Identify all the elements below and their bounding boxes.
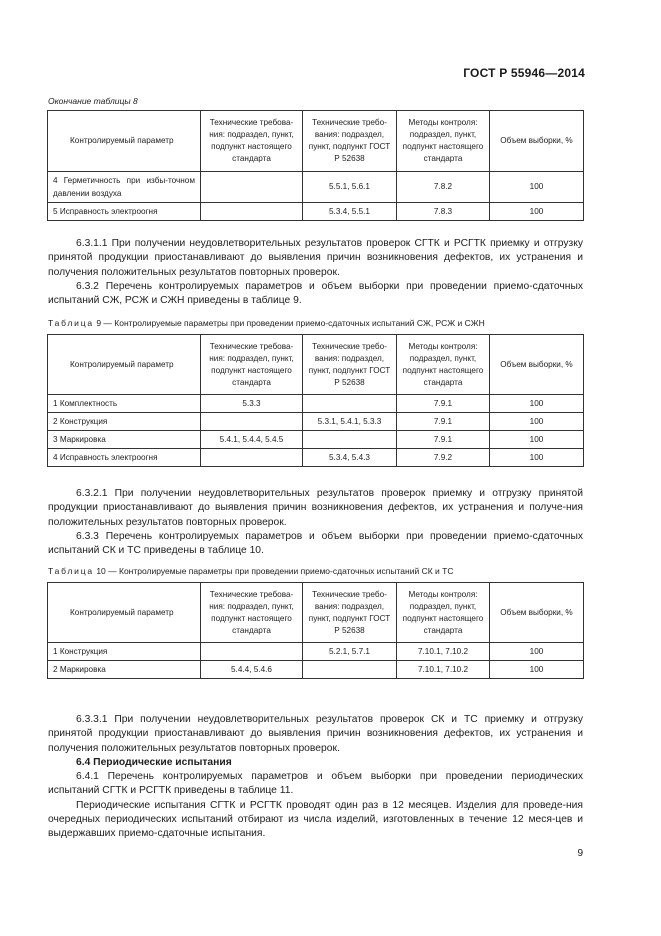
paragraph: 6.3.3.1 При получении неудовлетворительных результатов проверок СК и ТС приемку и отгрузку принятой продукции приостанавливают до выявления причин возникновения дефектов, их устранения и получения положительных результатов повторных проверок. <box>48 714 583 754</box>
table-cell: 3 Маркировка <box>48 431 201 449</box>
table-cell <box>201 203 303 221</box>
table-10 <box>47 582 584 679</box>
table-cell: 7.8.2 <box>397 172 490 203</box>
paragraph: 6.3.2.1 При получении неудовлетворительных результатов проверок приемку и отгрузку принятой продукции приостанавливают до выявления причин возникновения дефектов, их устранения и получе-ния положительных результатов повторных проверок. <box>48 488 583 528</box>
text-block-2 <box>48 487 583 558</box>
table10-caption <box>48 566 453 576</box>
table-row <box>48 431 584 449</box>
table-cell: 2 Конструкция <box>48 413 201 431</box>
table9-caption <box>48 318 485 328</box>
table-cell: 7.9.1 <box>397 431 490 449</box>
table-cell: 4 Исправность электроогня <box>48 449 201 467</box>
table-cell: 100 <box>490 431 584 449</box>
table-label: Таблица <box>48 566 94 576</box>
paragraph: 6.3.1.1 При получении неудовлетворительных результатов проверок СГТК и РСГТК приемку и отгрузку принятой продукции приостанавливают до выявления причин возникновения дефектов, их устранения и получения положительных результатов повторных проверок. <box>48 238 583 278</box>
table-cell: 100 <box>490 449 584 467</box>
table-cell: 2 Маркировка <box>48 661 201 679</box>
table-cell: 7.9.1 <box>397 395 490 413</box>
table-cell <box>303 661 397 679</box>
column-header: Контролируемый параметр <box>48 583 201 643</box>
column-header: Контролируемый параметр <box>48 111 201 172</box>
table-cell: 5.3.1, 5.4.1, 5.3.3 <box>303 413 397 431</box>
section-heading: 6.4 Периодические испытания <box>76 756 232 768</box>
paragraph: 6.3.3 Перечень контролируемых параметров и объем выборки при проведении приемо-сдаточных испытаний СК и ТС приведены в таблице 10. <box>48 530 583 557</box>
text-block-3 <box>48 713 583 842</box>
table-cell: 5.3.4, 5.5.1 <box>303 203 397 221</box>
table-cell: 1 Комплектность <box>48 395 201 413</box>
table-cell: 100 <box>490 643 584 661</box>
column-header: Технические требова-ния: подраздел, пункт, подпункт настоящего стандарта <box>201 335 303 395</box>
table-cell: 7.9.1 <box>397 413 490 431</box>
paragraph: 6.4.1 Перечень контролируемых параметров и объем выборки при проведении периодических испытаний СГТК и РСГТК приведены в таблице 11. <box>48 771 583 797</box>
column-header: Технические требо-вания: подраздел, пункт, подпункт ГОСТ Р 52638 <box>303 335 397 395</box>
table-cell: 1 Конструкция <box>48 643 201 661</box>
table-cell <box>201 449 303 467</box>
column-header: Методы контроля: подраздел, пункт, подпункт настоящего стандарта <box>397 335 490 395</box>
table-cell: 5.3.4, 5.4.3 <box>303 449 397 467</box>
table-row <box>48 661 584 679</box>
table-row <box>48 643 584 661</box>
table-row <box>48 413 584 431</box>
document-code: ГОСТ Р 55946—2014 <box>463 66 585 80</box>
table-cell: 5.2.1, 5.7.1 <box>303 643 397 661</box>
table8-caption: Окончание таблицы 8 <box>48 96 138 106</box>
column-header: Технические требова-ния: подраздел, пункт, подпункт настоящего стандарта <box>201 583 303 643</box>
table-cell <box>303 431 397 449</box>
column-header: Методы контроля: подраздел, пункт, подпункт настоящего стандарта <box>397 583 490 643</box>
table-cell: 7.8.3 <box>397 203 490 221</box>
table-row <box>48 172 584 203</box>
table-cell: 5.4.4, 5.4.6 <box>201 661 303 679</box>
table-row <box>48 449 584 467</box>
table-row <box>48 395 584 413</box>
table-header-row <box>48 111 584 172</box>
column-header: Технические требо-вания: подраздел, пункт, подпункт ГОСТ Р 52638 <box>303 111 397 172</box>
paragraph: Периодические испытания СГТК и РСГТК проводят один раз в 12 месяцев. Изделия для проведе-ния очередных периодических испытаний отбирают из числа изделий, изготовленных в течение 12 меся-цев и выдержавших приемо-сдаточные испытания. <box>48 799 583 840</box>
table-cell <box>201 643 303 661</box>
table-cell <box>303 395 397 413</box>
column-header: Методы контроля: подраздел, пункт, подпункт настоящего стандарта <box>397 111 490 172</box>
table-cell: 100 <box>490 172 584 203</box>
table-title: 9 — Контролируемые параметры при проведении приемо-сдаточных испытаний СЖ, РСЖ и СЖН <box>96 318 485 328</box>
column-header: Объем выборки, % <box>490 583 584 643</box>
table-header-row <box>48 583 584 643</box>
table-label: Таблица <box>48 318 94 328</box>
page-number: 9 <box>577 848 583 859</box>
table-cell: 7.9.2 <box>397 449 490 467</box>
text-block-1 <box>48 237 583 308</box>
table-title: 10 — Контролируемые параметры при проведении приемо-сдаточных испытаний СК и ТС <box>96 566 454 576</box>
table-9 <box>47 334 584 467</box>
column-header: Технические требо-вания: подраздел, пункт, подпункт ГОСТ Р 52638 <box>303 583 397 643</box>
paragraph: 6.3.2 Перечень контролируемых параметров и объем выборки при проведении приемо-сдаточных испытаний СЖ, РСЖ и СЖН приведены в таблице 9. <box>48 280 583 307</box>
table-cell <box>201 413 303 431</box>
table-header-row <box>48 335 584 395</box>
column-header: Технические требова-ния: подраздел, пункт, подпункт настоящего стандарта <box>201 111 303 172</box>
table-cell: 5.3.3 <box>201 395 303 413</box>
table-cell: 5.5.1, 5.6.1 <box>303 172 397 203</box>
column-header: Объем выборки, % <box>490 335 584 395</box>
table-cell: 5 Исправность электроогня <box>48 203 201 221</box>
column-header: Объем выборки, % <box>490 111 584 172</box>
table-cell: 100 <box>490 413 584 431</box>
table-cell: 5.4.1, 5.4.4, 5.4.5 <box>201 431 303 449</box>
table-cell: 100 <box>490 203 584 221</box>
table-cell: 7.10.1, 7.10.2 <box>397 643 490 661</box>
table-cell: 4 Герметичность при избы-точном давлении воздуха <box>48 172 201 203</box>
table-cell <box>201 172 303 203</box>
column-header: Контролируемый параметр <box>48 335 201 395</box>
table-cell: 100 <box>490 661 584 679</box>
table-cell: 7.10.1, 7.10.2 <box>397 661 490 679</box>
table-cell: 100 <box>490 395 584 413</box>
table-row <box>48 203 584 221</box>
table-8 <box>47 110 584 221</box>
